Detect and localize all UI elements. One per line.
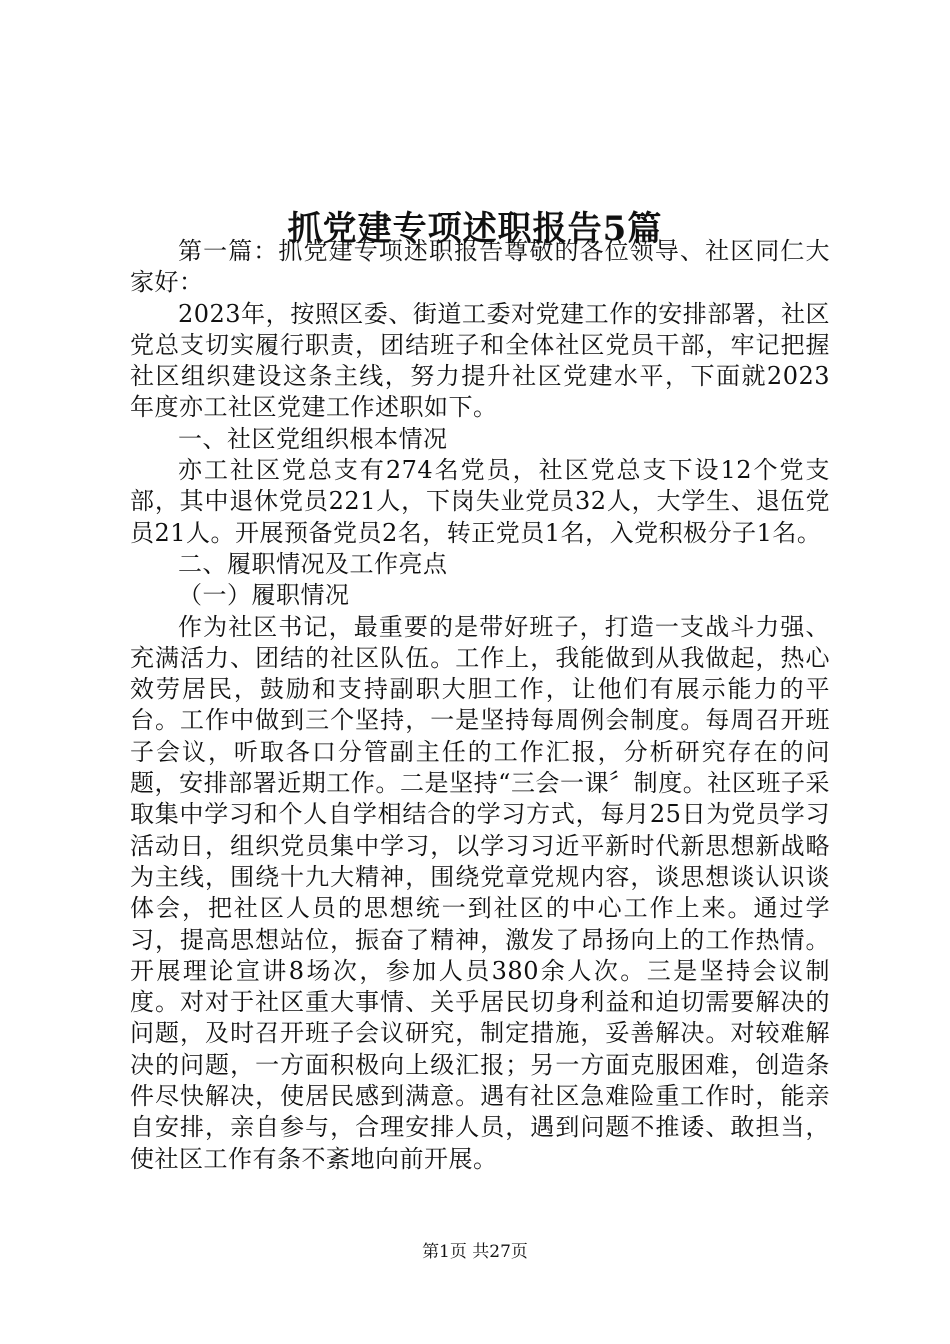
document-body [130,236,830,1175]
document-title: 抓党建专项述职报告5篇 [287,208,663,249]
paragraph-duties: 作为社区书记，最重要的是带好班子，打造一支战斗力强、充满活力、团结的社区队伍。工作上，我能做到从我做起，热心效劳居民，鼓励和支持副职大胆工作，让他们有展示能力的平台。工作中做到三个坚持，一是坚持每周例会制度。每周召开班子会议，听取各口分管副主任的工作汇报，分析研究存在的问题，安排部署近期工作。二是坚持“三会一课〞制度。社区班子采取集中学习和个人自学相结合的学习方式，每月25日为党员学习活动日，组织党员集中学习，以学习习近平新时代新思想新战略为主线，围绕十九大精神，围绕党章党规内容，谈思想谈认识谈体会，把社区人员的思想统一到社区的中心工作上来。通过学习，提高思想站位，振奋了精神，激发了昂扬向上的工作热情。开展理论宣讲8场次，参加人员380余人次。三是坚持会议制度。对对于社区重大事情、关乎居民切身利益和迫切需要解决的问题，及时召开班子会议研究，制定措施，妥善解决。对较难解决的问题，一方面积极向上级汇报；另一方面克服困难，创造条件尽快解决，使居民感到满意。遇有社区急难险重工作时，能亲自安排，亲自参与，合理安排人员，遇到问题不推诿、敢担当，使社区工作有条不紊地向前开展。 [130,612,830,1173]
section-heading-1: 一、社区党组织根本情况 [178,424,448,453]
subsection-heading-1: （一）履职情况 [178,581,350,610]
paragraph-greeting: 第一篇：抓党建专项述职报告尊敬的各位领导、社区同仁大家好： [130,237,830,297]
paragraph-basic-info: 亦工社区党总支有274名党员，社区党总支下设12个党支部，其中退休党员221人，下岗失业党员32人，大学生、退伍党员21人。开展预备党员2名，转正党员1名，入党积极分子1名。 [130,456,830,547]
section-heading-2: 二、履职情况及工作亮点 [178,549,448,578]
page-number: 第1页 共27页 [422,1242,528,1262]
paragraph-intro: 2023年，按照区委、街道工委对党建工作的安排部署，社区党总支切实履行职责，团结班子和全体社区党员干部，牢记把握社区组织建设这条主线，努力提升社区党建水平，下面就2023年度亦工社区党建工作述职如下。 [130,299,830,422]
